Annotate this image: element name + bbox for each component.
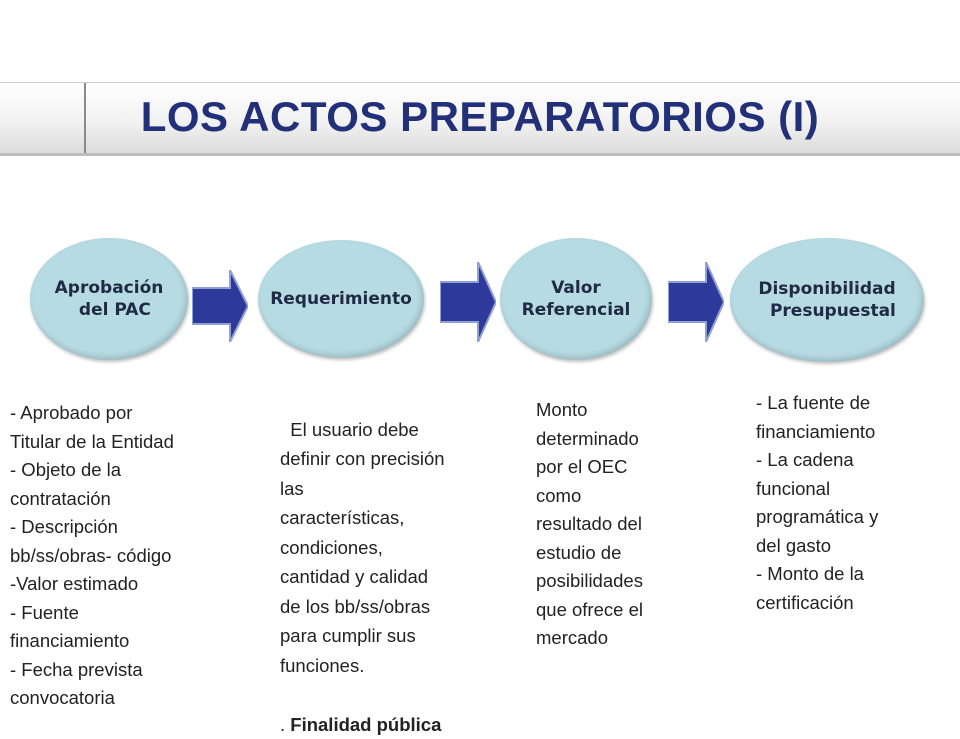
right-arrow-icon <box>440 262 496 342</box>
description-requerimiento <box>280 385 445 739</box>
description-valor-referencial: Monto determinado por el OEC como resultado del estudio de posibilidades que ofrece el mercado <box>536 399 643 648</box>
emphasis-finalidad-publica: Finalidad pública <box>290 713 442 735</box>
step-disponibilidad-presupuestal <box>730 238 924 362</box>
right-arrow-icon <box>192 270 248 342</box>
description-text: El usuario debe definir con precisión las características, condiciones, cantidad y calidad de los bb/ss/obras para cumplir sus funciones. <box>280 418 445 676</box>
emphasis-prefix: . <box>280 713 291 735</box>
description-aprobacion-pac: - Aprobado por Titular de la Entidad - Objeto de la contratación - Descripción bb/ss/obras- código -Valor estimado - Fuente financiamiento - Fecha prevista convocatoria <box>10 402 174 708</box>
step-label: Requerimiento <box>270 289 412 309</box>
step-requerimiento <box>258 240 424 358</box>
step-aprobacion-pac <box>30 238 188 360</box>
step-valor-referencial <box>500 238 652 360</box>
right-arrow-icon <box>668 262 724 342</box>
page-title: LOS ACTOS PREPARATORIOS (I) <box>140 93 820 140</box>
description-disponibilidad-presupuestal: - La fuente de financiamiento - La cadena funcional programática y del gasto - Monto de la certificación <box>756 392 879 613</box>
step-label: Disponibilidad Presupuestal <box>758 279 896 321</box>
step-label: Aprobación del PAC <box>54 278 164 320</box>
step-label: Valor Referencial <box>521 278 631 320</box>
